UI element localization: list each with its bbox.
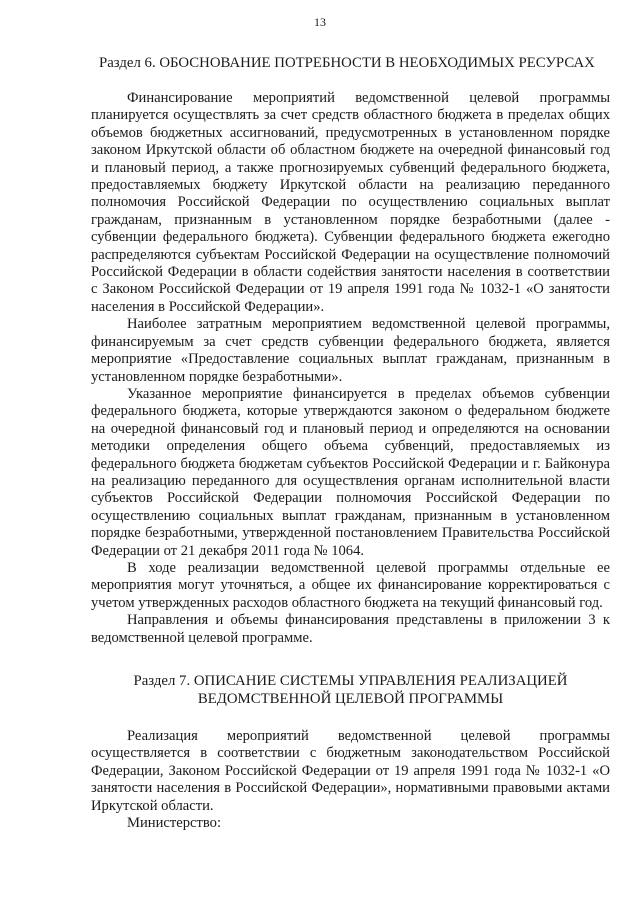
- section-6-paragraph-3: Указанное мероприятие финансируется в пределах объемов субвенции федерального бюджета, которые утверждаются законом о федеральном бюджете на очередной финансовый год и плановый период и определяются на основании методики определения общего объема субвенций, предоставляемых из федерального бюджета бюджетам субъектов Российской Федерации и г. Байконура на реализацию переданного для осуществления органам исполнительной власти субъектов Российской Федерации полномочия Российской Федерации по осуществлению социальных выплат гражданам, признанным в установленном порядке безработными, утвержденной постановлением Правительства Российской Федерации от 21 декабря 2011 года № 1064.: [91, 385, 610, 559]
- section-6-heading: Раздел 6. ОБОСНОВАНИЕ ПОТРЕБНОСТИ В НЕОБХОДИМЫХ РЕСУРСАХ: [99, 55, 595, 71]
- page-number: 13: [314, 15, 326, 29]
- section-6-paragraph-1: Финансирование мероприятий ведомственной целевой программы планируется осуществлять за счет средств областного бюджета в пределах общих объемов бюджетных ассигнований, предусмотренных в установленном порядке законом Иркутской области об областном бюджете на очередной финансовый год и плановый период, а также прогнозируемых субвенций федерального бюджета, предоставляемых бюджету Иркутской области на реализацию переданного полномочия Российской Федерации по осуществлению социальных выплат гражданам, признанным в установленном порядке безработными (далее - субвенции федерального бюджета). Субвенции федерального бюджета ежегодно распределяются субъектам Российской Федерации на осуществление полномочий Российской Федерации в области содействия занятости населения в соответствии с Законом Российской Федерации от 19 апреля 1991 года № 1032-1 «О занятости населения в Российской Федерации».: [91, 90, 610, 315]
- section-7-heading-line-2: ВЕДОМСТВЕННОЙ ЦЕЛЕВОЙ ПРОГРАММЫ: [197, 691, 504, 707]
- section-7-heading-line-1: Раздел 7. ОПИСАНИЕ СИСТЕМЫ УПРАВЛЕНИЯ РЕАЛИЗАЦИЕЙ: [133, 673, 568, 689]
- section-6-paragraph-4: В ходе реализации ведомственной целевой программы отдельные ее мероприятия могут уточняться, а общее их финансирование корректироваться с учетом утвержденных расходов областного бюджета на текущий финансовый год.: [91, 559, 610, 611]
- section-7-heading: [91, 672, 610, 708]
- section-7-paragraph-1: Реализация мероприятий ведомственной целевой программы осуществляется в соответствии с бюджетным законодательством Российской Федерации, Законом Российской Федерации от 19 апреля 1991 года № 1032-1 «О занятости населения в Российской Федерации», нормативными правовыми актами Иркутской области.: [91, 728, 610, 814]
- section-7-paragraph-2: Министерство:: [127, 815, 222, 832]
- document-body: [91, 54, 610, 832]
- section-6-paragraph-2: Наиболее затратным мероприятием ведомственной целевой программы, финансируемым за счет средств субвенции федерального бюджета, является мероприятие «Предоставление социальных выплат гражданам, признанным в установленном порядке безработными».: [91, 316, 610, 385]
- section-6-paragraph-5: Направления и объемы финансирования представлены в приложении 3 к ведомственной целевой программе.: [91, 612, 610, 646]
